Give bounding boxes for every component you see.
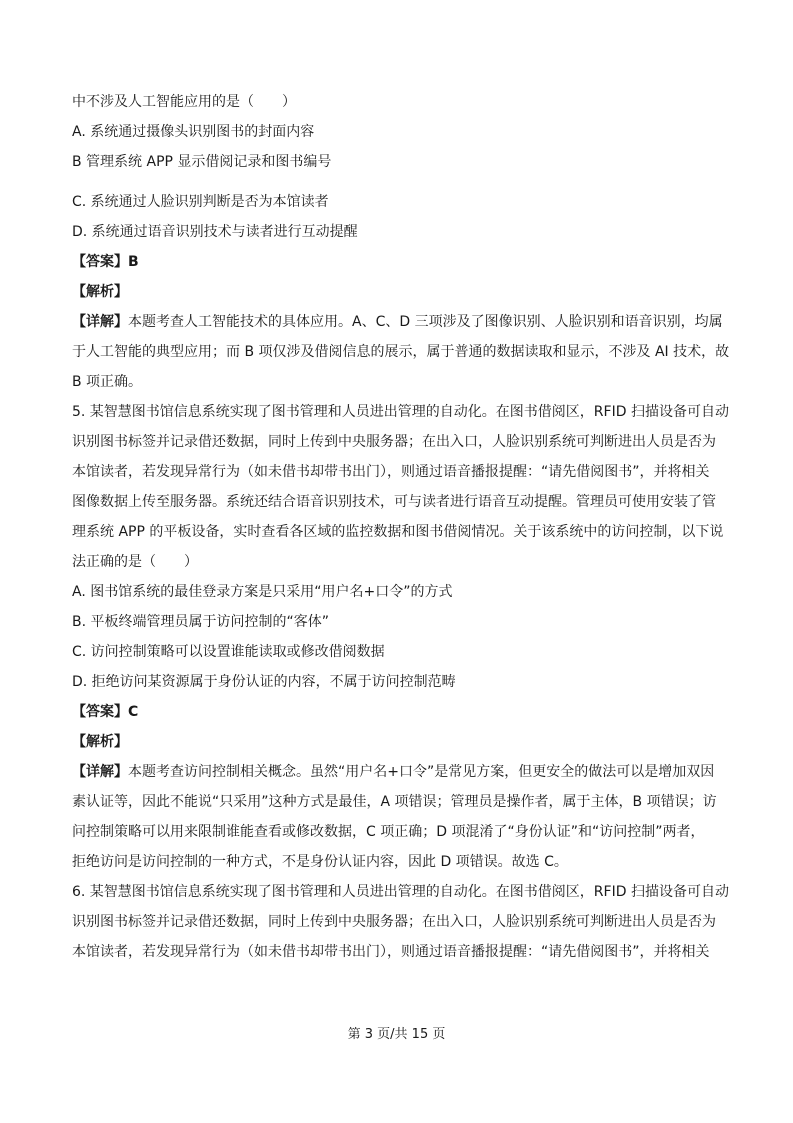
stem-line: 理系统 APP 的平板设备，实时查看各区域的监控数据和图书借阅情况。关于该系统中的访问控制，以下说 bbox=[72, 524, 724, 540]
stem-line: 法正确的是（ ） bbox=[72, 554, 198, 570]
question-5-detail bbox=[72, 762, 724, 872]
detail-line: 素认证等，因此不能说“只采用”这种方式是最佳，A 项错误；管理员是操作者，属于主体，B 项错误；访 bbox=[72, 794, 717, 810]
question-4-analysis-tag: 【解析】 bbox=[72, 284, 128, 300]
detail-line: 于人工智能的典型应用；而 B 项仅涉及借阅信息的展示，属于普通的数据读取和显示，不涉及 AI 技术，故 bbox=[72, 344, 730, 360]
stem-line: 图像数据上传至服务器。系统还结合语音识别技术，可与读者进行语音互动提醒。管理员可使用安装了管 bbox=[72, 494, 716, 510]
answer-tag: 【答案】 bbox=[72, 254, 128, 270]
stem-line: 6. 某智慧图书馆信息系统实现了图书管理和人员进出管理的自动化。在图书借阅区，RFID 扫描设备可自动 bbox=[72, 884, 729, 900]
detail-line: 【详解】本题考查人工智能技术的具体应用。A、C、D 三项涉及了图像识别、人脸识别和语音识别，均属 bbox=[72, 314, 723, 330]
detail-line: 【详解】本题考查访问控制相关概念。虽然“用户名+口令”是常见方案，但更安全的做法可以是增加双因 bbox=[72, 764, 715, 780]
page-number-footer: 第 3 页/共 15 页 bbox=[347, 1027, 446, 1042]
question-4-option-c: C. 系统通过人脸识别判断是否为本馆读者 bbox=[72, 194, 329, 210]
question-4-answer bbox=[72, 252, 724, 272]
question-4-option-d: D. 系统通过语音识别技术与读者进行互动提醒 bbox=[72, 224, 358, 240]
stem-line: 5. 某智慧图书馆信息系统实现了图书管理和人员进出管理的自动化。在图书借阅区，RFID 扫描设备可自动 bbox=[72, 404, 729, 420]
detail-line: 问控制策略可以用来限制谁能查看或修改数据，C 项正确；D 项混淆了“身份认证”和“访问控制”两者， bbox=[72, 824, 705, 840]
stem-line: 识别图书标签并记录借还数据，同时上传到中央服务器；在出入口，人脸识别系统可判断进出人员是否为 bbox=[72, 914, 716, 930]
question-4-stem-tail: 中不涉及人工智能应用的是（ ） bbox=[72, 94, 296, 110]
detail-tag: 【详解】 bbox=[72, 764, 128, 780]
detail-line: 拒绝访问是访问控制的一种方式，不是身份认证内容，因此 D 项错误。故选 C。 bbox=[72, 854, 568, 870]
stem-line: 本馆读者，若发现异常行为（如未借书却带书出门），则通过语音播报提醒：“请先借阅图书”，并将相关 bbox=[72, 464, 710, 480]
question-5-analysis-tag: 【解析】 bbox=[72, 734, 128, 750]
question-5-option-c: C. 访问控制策略可以设置谁能读取或修改借阅数据 bbox=[72, 644, 385, 660]
question-5-answer bbox=[72, 702, 724, 722]
question-4-option-b: B 管理系统 APP 显示借阅记录和图书编号 bbox=[72, 154, 332, 170]
answer-tag: 【答案】 bbox=[72, 704, 128, 720]
question-6-stem bbox=[72, 882, 729, 962]
detail-tag: 【详解】 bbox=[72, 314, 128, 330]
answer-value: C bbox=[128, 704, 139, 720]
page-content bbox=[72, 92, 730, 972]
stem-line: 本馆读者，若发现异常行为（如未借书却带书出门），则通过语音播报提醒：“请先借阅图书”，并将相关 bbox=[72, 944, 710, 960]
answer-value: B bbox=[128, 254, 139, 270]
question-5-option-d: D. 拒绝访问某资源属于身份认证的内容，不属于访问控制范畴 bbox=[72, 674, 456, 690]
question-5-stem bbox=[72, 402, 729, 572]
question-4-detail bbox=[72, 312, 730, 392]
question-4-option-a: A. 系统通过摄像头识别图书的封面内容 bbox=[72, 124, 315, 140]
stem-line: 识别图书标签并记录借还数据，同时上传到中央服务器；在出入口，人脸识别系统可判断进出人员是否为 bbox=[72, 434, 716, 450]
detail-line: B 项正确。 bbox=[72, 374, 143, 390]
question-5-option-b: B. 平板终端管理员属于访问控制的“客体” bbox=[72, 614, 330, 630]
question-5-option-a: A. 图书馆系统的最佳登录方案是只采用“用户名+口令”的方式 bbox=[72, 584, 453, 600]
